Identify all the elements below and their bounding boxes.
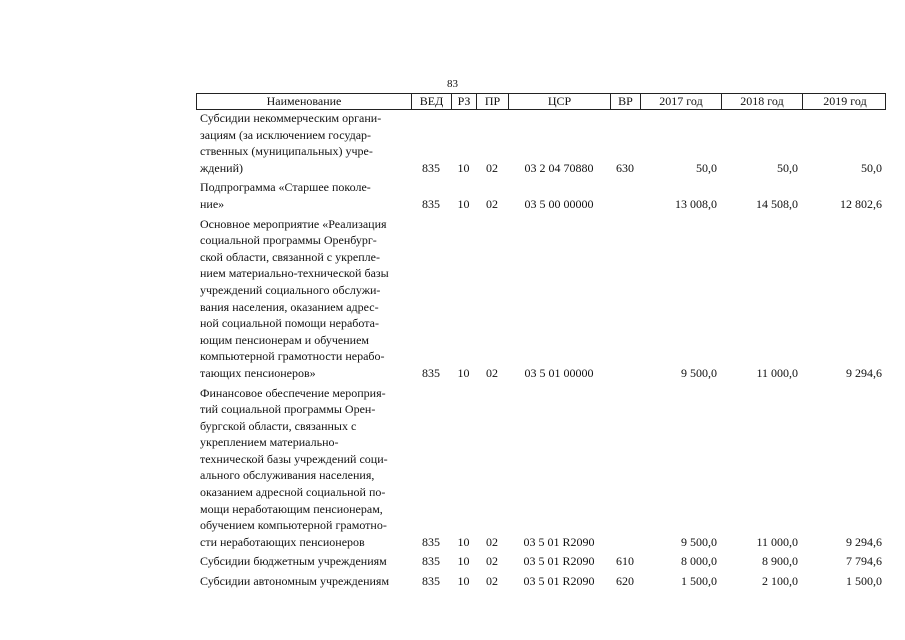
row-2018: 14 508,0 [756, 196, 798, 211]
row-ved: 835 [422, 160, 440, 175]
row-2017: 1 500,0 [681, 574, 717, 589]
row-2018: 11 000,0 [756, 534, 798, 549]
row-name: Основное мероприятие «Реализация социальной программы Оренбург- ской области, связанной с укрепле- нием материально-технической базы учреждений социального обслужи- вания населения, оказанием адрес- ной социальной помощи неработа- ющим пенсионерам и обучением компьютерной грамотности нерабо- тающих пенсионеров» [200, 216, 389, 380]
row-pr: 02 [486, 534, 498, 549]
row-pr: 02 [486, 196, 498, 211]
row-2019: 9 294,6 [846, 365, 882, 380]
row-ved: 835 [422, 534, 440, 549]
row-pr: 02 [486, 554, 498, 569]
row-rz: 10 [457, 160, 470, 175]
row-csr: 03 5 00 00000 [524, 196, 594, 211]
row-2018: 8 900,0 [762, 554, 798, 569]
row-pr: 02 [486, 574, 498, 589]
row-csr: 03 5 01 00000 [524, 365, 594, 380]
row-vr: 620 [616, 574, 634, 589]
row-2019: 9 294,6 [846, 534, 882, 549]
table-row [196, 553, 886, 570]
table-row [196, 385, 886, 551]
row-name: Субсидии автономным учреждениям [200, 574, 390, 589]
row-rz: 10 [457, 365, 470, 380]
row-pr: 02 [486, 365, 498, 380]
header-rz: РЗ [452, 94, 477, 109]
row-rz: 10 [457, 554, 470, 569]
row-2019: 12 802,6 [840, 196, 882, 211]
row-csr: 03 5 01 R2090 [523, 574, 595, 589]
row-2019: 1 500,0 [846, 574, 882, 589]
page-number: 83 [447, 78, 458, 90]
row-2018: 2 100,0 [762, 574, 798, 589]
row-name: Подпрограмма «Старшее поколе- ние» [200, 180, 371, 211]
table-row [196, 179, 886, 212]
row-name: Финансовое обеспечение мероприя- тий социальной программы Орен- бургской области, связанных с укреплением материально- технической базы учреждений соци- ального обслуживания населения, оказанием адресной социальной по- мощи неработающим пенсионерам, обучением компьютерной грамотно- сти неработающих пенсионеров [200, 385, 388, 549]
header-2018: 2018 год [722, 94, 803, 109]
header-ved: ВЕД [412, 94, 452, 109]
header-csr: ЦСР [509, 94, 611, 109]
row-vr: 630 [616, 160, 634, 175]
row-2019: 50,0 [861, 160, 882, 175]
row-2019: 7 794,6 [846, 554, 882, 569]
row-rz: 10 [457, 574, 470, 589]
row-2018: 50,0 [777, 160, 798, 175]
header-pr: ПР [477, 94, 509, 109]
row-2017: 8 000,0 [681, 554, 717, 569]
header-2017: 2017 год [641, 94, 722, 109]
row-2017: 50,0 [696, 160, 717, 175]
row-vr: 610 [616, 554, 634, 569]
row-csr: 03 2 04 70880 [524, 160, 594, 175]
row-2017: 13 008,0 [675, 196, 717, 211]
header-name: Наименование [197, 94, 412, 109]
row-2018: 11 000,0 [756, 365, 798, 380]
row-name: Субсидии бюджетным учреждениям [200, 554, 387, 569]
table-row [196, 110, 886, 176]
row-2017: 9 500,0 [681, 365, 717, 380]
row-csr: 03 5 01 R2090 [523, 534, 595, 549]
table-row [196, 216, 886, 382]
row-2017: 9 500,0 [681, 534, 717, 549]
row-ved: 835 [422, 554, 440, 569]
row-ved: 835 [422, 574, 440, 589]
row-rz: 10 [457, 196, 470, 211]
row-csr: 03 5 01 R2090 [523, 554, 595, 569]
header-2019: 2019 год [823, 94, 867, 108]
table-header [196, 93, 886, 110]
row-pr: 02 [486, 160, 498, 175]
row-ved: 835 [422, 196, 440, 211]
header-vr: ВР [611, 94, 641, 109]
table-body [196, 110, 886, 593]
row-rz: 10 [457, 534, 470, 549]
row-ved: 835 [422, 365, 440, 380]
row-name: Субсидии некоммерческим органи- зациям (за исключением государ- ственных (муниципальных) учре- ждений) [200, 111, 382, 175]
table-row [196, 573, 886, 590]
